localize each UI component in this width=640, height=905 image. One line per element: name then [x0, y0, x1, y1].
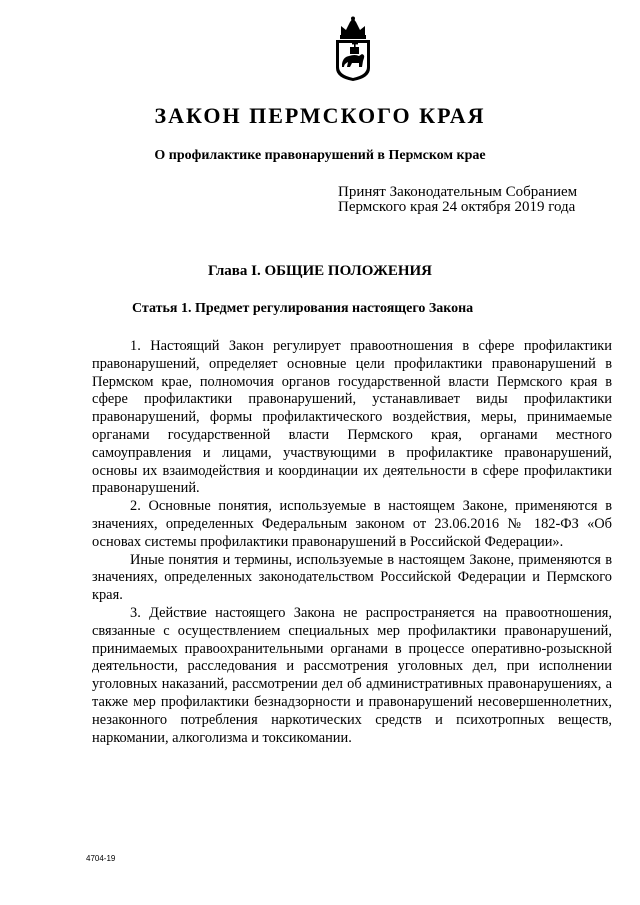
- coat-of-arms-icon: [331, 16, 375, 82]
- chapter-heading: Глава I. ОБЩИЕ ПОЛОЖЕНИЯ: [208, 263, 432, 279]
- paragraph-2: 2. Основные понятия, используемые в настоящем Законе, применяются в значениях, определенных Федеральным законом от 23.06.2016 № 182-ФЗ «Об основах системы профилактики правонарушений в Российской Федерации».: [92, 498, 612, 550]
- paragraph-4: 3. Действие настоящего Закона не распространяется на правоотношения, связанные с осуществлением специальных мер профилактики правонарушений, принимаемых правоохранительными органами в процессе оперативно-розыскной деятельности, расследования и рассмотрения уголовных дел, при исполнении уголовных наказаний, рассмотрении дел об административных правонарушениях, а также мер профилактики безнадзорности и правонарушений несовершеннолетних, незаконного потребления наркотических средств и психотропных веществ, наркомании, алкоголизма и токсикомании.: [92, 604, 612, 746]
- adoption-line-1: Принят Законодательным Собранием: [338, 184, 578, 200]
- article-body: [92, 338, 612, 747]
- law-subtitle: О профилактике правонарушений в Пермском крае: [154, 148, 486, 163]
- paragraph-1: 1. Настоящий Закон регулирует правоотношения в сфере профилактики правонарушений, определяет основные цели профилактики правонарушений в Пермском крае, полномочия органов государственной власти Пермского края в сфере профилактики правонарушений, устанавливает виды профилактики правонарушений, формы профилактического воздействия, меры, принимаемые органами государственной власти Пермского края, органами местного самоуправления и лицами, участвующими в профилактике правонарушений, основы их взаимодействия и координации их деятельности в сфере профилактики правонарушений.: [92, 338, 612, 497]
- adoption-line-2: Пермского края 24 октября 2019 года: [338, 199, 576, 215]
- document-code: 4704-19: [86, 854, 116, 863]
- article-heading: Статья 1. Предмет регулирования настоящего Закона: [132, 301, 474, 316]
- adoption-note: [338, 185, 577, 215]
- paragraph-3: Иные понятия и термины, используемые в настоящем Законе, применяются в значениях, определенных законодательством Российской Федерации и Пермского края.: [92, 551, 612, 604]
- law-title: ЗАКОН ПЕРМСКОГО КРАЯ: [154, 103, 486, 128]
